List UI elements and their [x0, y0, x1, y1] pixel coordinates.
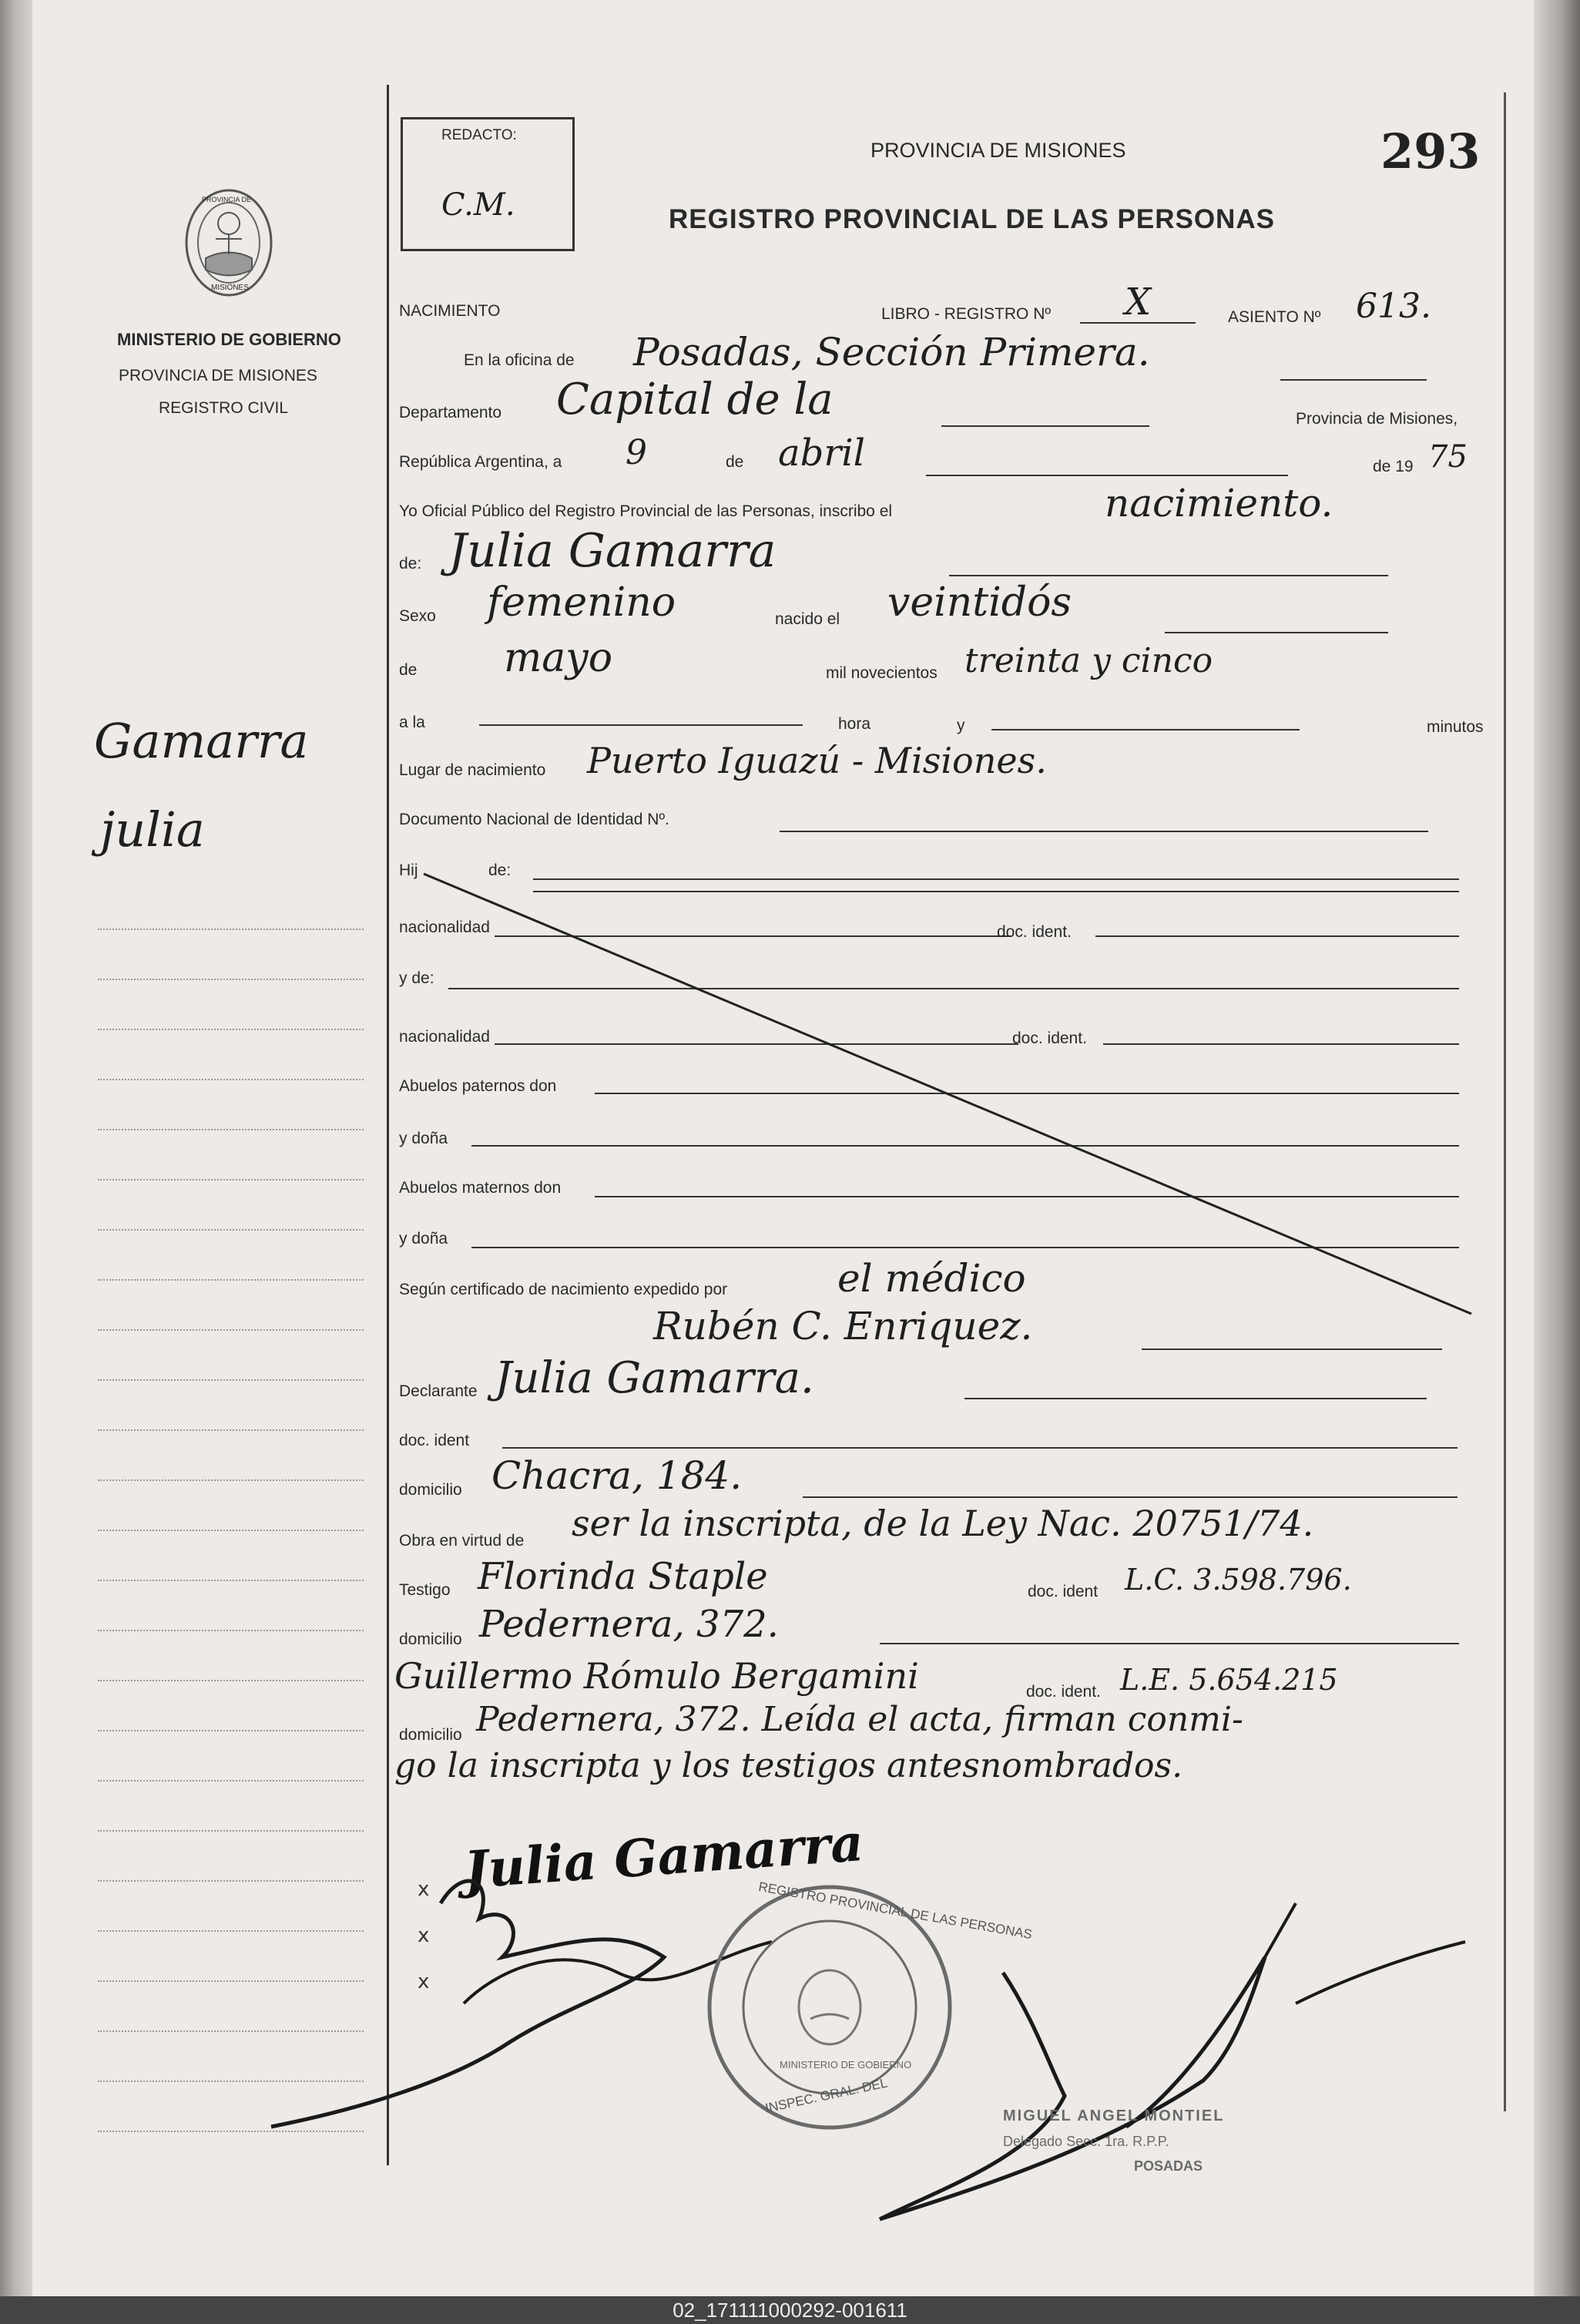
nacionalidad-label: nacionalidad [399, 919, 490, 936]
testigo-doc-value: L.C. 3.598.796. [1125, 1563, 1352, 1597]
anio-value: 75 [1428, 439, 1468, 475]
oficial-value: nacimiento. [1105, 481, 1333, 526]
docident-2-label: doc. ident. [1012, 1029, 1087, 1047]
ydona-2-label: y doña [399, 1230, 448, 1248]
ala-label: a la [399, 714, 425, 731]
testigo-value: Florinda Staple [478, 1555, 768, 1598]
obra-value: ser la inscripta, de la Ley Nac. 20751/74. [572, 1503, 1314, 1544]
abuelos-maternos-label: Abuelos maternos don [399, 1179, 562, 1197]
oficina-value: Posadas, Sección Primera. [633, 330, 1150, 374]
nacido-value: veintidós [887, 579, 1072, 626]
ydona-label: y doña [399, 1130, 448, 1147]
libro-label: LIBRO - REGISTRO Nº [881, 305, 1052, 323]
obra-label: Obra en virtud de [399, 1532, 525, 1550]
official-role: Delegado Secc. 1ra. R.P.P. [1003, 2134, 1169, 2149]
docident-3-label: doc. ident [399, 1432, 470, 1449]
ministry-province: PROVINCIA DE MISIONES [119, 367, 317, 385]
domicilio-value: Chacra, 184. [491, 1453, 743, 1498]
ministry-office: REGISTRO CIVIL [159, 399, 289, 417]
libro-value: X [1125, 280, 1152, 324]
margin-name: julia [100, 801, 205, 858]
svg-text:x: x [418, 1924, 430, 1947]
stamp-ring-text-bottom: INSPEC. GRAL. DEL [763, 2075, 889, 2116]
domicilio-label: domicilio [399, 1481, 462, 1499]
svg-text:x: x [418, 1878, 430, 1901]
abuelos-paternos-label: Abuelos paternos don [399, 1077, 557, 1095]
dni-label: Documento Nacional de Identidad Nº. [399, 811, 669, 828]
certificado-value: el médico [837, 1256, 1026, 1301]
mil-label: mil novecientos [826, 664, 938, 682]
domicilio-2-label: domicilio [399, 1630, 462, 1648]
redacto-value: C.M. [441, 187, 515, 223]
provincia-label: Provincia de Misiones, [1296, 410, 1458, 428]
declarante-label: Declarante [399, 1382, 478, 1400]
registry-title: REGISTRO PROVINCIAL DE LAS PERSONAS [669, 204, 1275, 234]
closing-value: go la inscripta y los testigos antesnombrados. [394, 1746, 1183, 1785]
docident-label: doc. ident. [997, 923, 1072, 941]
testigo-doc-label: doc. ident [1028, 1583, 1099, 1600]
hij-de-label: de: [488, 861, 512, 879]
testigo-2-doc-value: L.E. 5.654.215 [1120, 1663, 1338, 1697]
dia-value: 9 [626, 433, 647, 472]
redacto-label: REDACTO: [441, 127, 517, 143]
asiento-value: 613. [1356, 287, 1431, 326]
seal-top-text: PROVINCIA DE [202, 196, 252, 203]
domicilio-2-value: Pedernera, 372. [479, 1603, 779, 1646]
nombre-value: Julia Gamarra [448, 524, 777, 578]
mes-value: abril [778, 432, 865, 475]
testigo-label: Testigo [399, 1581, 451, 1599]
page-edge [1534, 0, 1580, 2296]
lugar-value: Puerto Iguazú - Misiones. [587, 740, 1047, 781]
departamento-label: Departamento [399, 404, 502, 421]
svg-text:x: x [418, 1970, 430, 1993]
declarante-value: Julia Gamarra. [495, 1353, 814, 1403]
y-label: y [957, 717, 965, 734]
register-page [32, 0, 1535, 2296]
mes-nacimiento-value: mayo [504, 635, 612, 681]
official-stamp [980, 2107, 1303, 2192]
testigo-2-value: Guillermo Rómulo Bergamini [394, 1655, 919, 1697]
header-province: PROVINCIA DE MISIONES [871, 139, 1126, 162]
domicilio-3-value: Pedernera, 372. Leída el acta, firman conmi- [476, 1700, 1243, 1739]
de-label-3: de [399, 661, 418, 679]
page-number: 293 [1380, 123, 1481, 180]
oficina-label: En la oficina de [464, 351, 575, 369]
sexo-value: femenino [487, 579, 676, 626]
official-city: POSADAS [1134, 2158, 1203, 2174]
stamp-inner-text: MINISTERIO DE GOBIERNO [780, 2059, 912, 2070]
nacido-label: nacido el [775, 610, 840, 628]
yde-label: y de: [399, 969, 434, 987]
medico-value: Rubén C. Enriquez. [653, 1304, 1033, 1348]
minutos-label: minutos [1427, 718, 1484, 736]
testigo-2-doc-label: doc. ident. [1026, 1683, 1101, 1701]
asiento-label: ASIENTO Nº [1228, 308, 1321, 326]
lugar-label: Lugar de nacimiento [399, 761, 546, 779]
margin-surname: Gamarra [94, 713, 309, 769]
ministry-heading: MINISTERIO DE GOBIERNO [117, 330, 341, 349]
sexo-label: Sexo [399, 607, 436, 625]
binder-edge [0, 0, 32, 2296]
de-label: de [726, 453, 744, 471]
registry-stamp [703, 1879, 1034, 2134]
oficial-label: Yo Oficial Público del Registro Provincial de las Personas, inscribo el [399, 502, 893, 520]
certificado-label: Según certificado de nacimiento expedido por [399, 1281, 728, 1298]
de19-label: de 19 [1373, 458, 1414, 475]
anio-nacimiento-value: treinta y cinco [964, 641, 1213, 680]
hora-label: hora [838, 715, 871, 733]
file-caption: 02_171111000292-001611 [673, 2299, 907, 2322]
nacionalidad-2-label: nacionalidad [399, 1028, 490, 1046]
file-caption-bar [0, 2296, 1580, 2324]
nacimiento-label: NACIMIENTO [399, 302, 501, 320]
stamp-ring-text: REGISTRO PROVINCIAL DE LAS PERSONAS [757, 1879, 1034, 1943]
seal-bottom-text: MISIONES [211, 284, 249, 292]
republica-label: República Argentina, a [399, 453, 562, 471]
de-label-2: de: [399, 555, 422, 573]
domicilio-3-label: domicilio [399, 1726, 462, 1744]
hij-label: Hij [399, 861, 418, 879]
departamento-value: Capital de la [556, 374, 834, 425]
signature-declarante: Julia Gamarra [461, 1812, 866, 1901]
official-name: MIGUEL ANGEL MONTIEL [1003, 2107, 1225, 2124]
